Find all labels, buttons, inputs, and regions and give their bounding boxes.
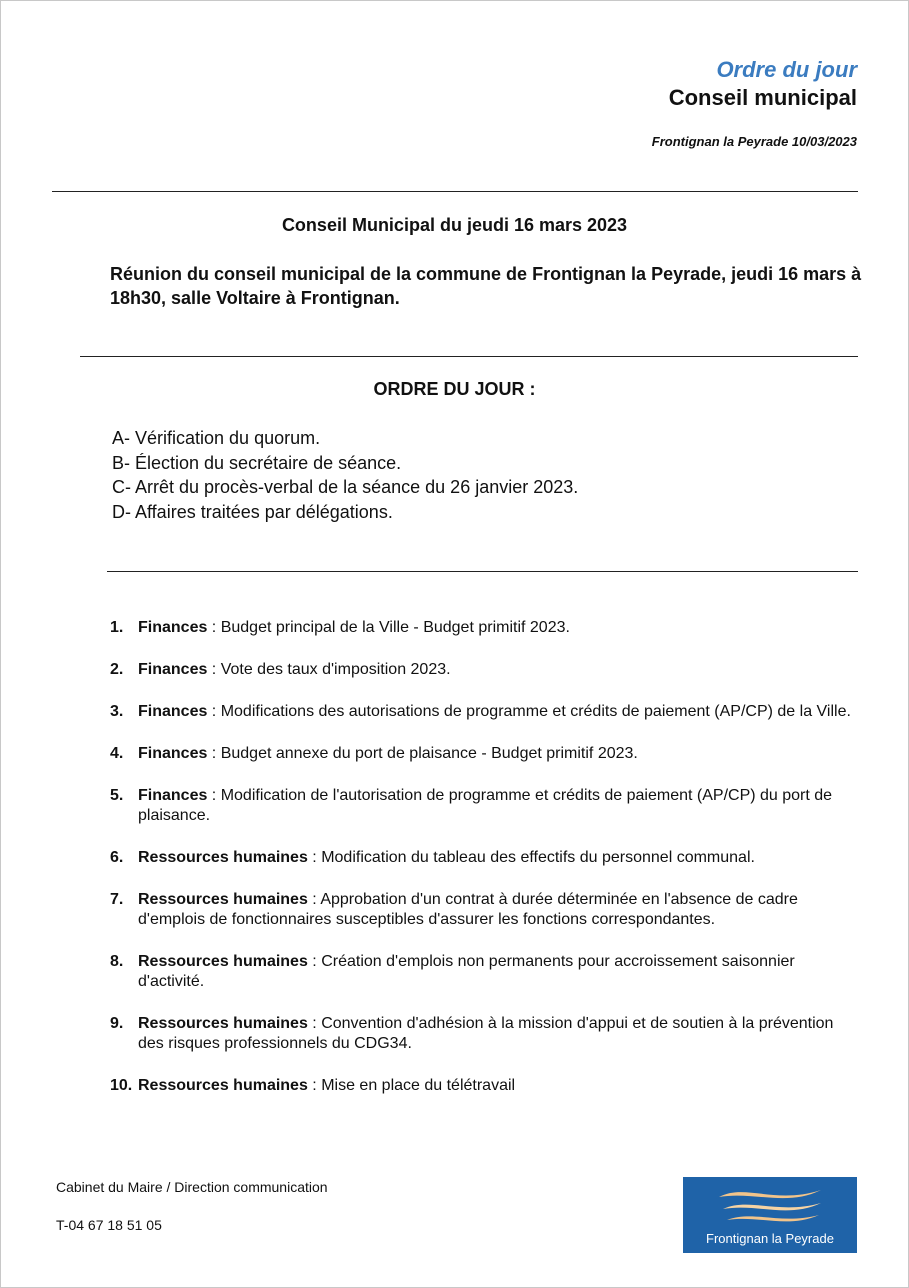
agenda-item [110, 1076, 860, 1096]
item-body [138, 952, 860, 992]
agenda-item [110, 660, 860, 680]
item-body [138, 848, 860, 868]
item-category: Ressources humaines [138, 1077, 308, 1094]
item-category: Finances [138, 703, 208, 720]
preliminary-item: A- Vérification du quorum. [112, 428, 321, 448]
agenda-item [110, 952, 860, 992]
agenda-item [110, 618, 860, 638]
footer-phone: T-04 67 18 51 05 [56, 1217, 162, 1233]
item-number: 9. [110, 1015, 124, 1032]
item-body [138, 744, 860, 764]
preliminary-item: B- Élection du secrétaire de séance. [112, 452, 402, 473]
item-text: : Modification de l'autorisation de programme et crédits de paiement (AP/CP) du port de plaisance. [138, 787, 833, 824]
item-body [138, 702, 860, 722]
logo-text: Frontignan la Peyrade [706, 1231, 834, 1246]
city-logo [683, 1177, 857, 1253]
item-number: 10. [110, 1077, 133, 1094]
item-category: Finances [138, 787, 208, 804]
item-text: : Création d'emplois non permanents pour accroissement saisonnier d'activité. [138, 953, 795, 990]
meeting-description: Réunion du conseil municipal de la commune de Frontignan la Peyrade, jeudi 16 mars à 18h30, salle Voltaire à Frontignan. [110, 264, 862, 308]
item-text: : Budget principal de la Ville - Budget primitif 2023. [207, 619, 570, 636]
agenda-item [110, 848, 860, 868]
divider [80, 356, 858, 357]
item-body [138, 660, 860, 680]
agenda-heading: ORDRE DU JOUR : [373, 379, 536, 399]
agenda-items-list [110, 618, 860, 1118]
divider [107, 571, 858, 572]
item-number: 8. [110, 953, 124, 970]
item-number: 1. [110, 619, 124, 636]
preliminary-item: C- Arrêt du procès-verbal de la séance du 26 janvier 2023. [112, 477, 579, 497]
header-subtitle: Ordre du jour [716, 57, 857, 82]
meeting-title: Conseil Municipal du jeudi 16 mars 2023 [281, 215, 628, 235]
agenda-item [110, 890, 860, 930]
agenda-item [110, 744, 860, 764]
item-body [138, 1014, 860, 1054]
preliminary-item: D- Affaires traitées par délégations. [112, 501, 393, 522]
item-number: 4. [110, 745, 124, 762]
agenda-item [110, 786, 860, 826]
waves-logo-icon [717, 1185, 823, 1225]
item-category: Ressources humaines [138, 953, 308, 970]
item-text: : Vote des taux d'imposition 2023. [207, 661, 451, 678]
footer-office: Cabinet du Maire / Direction communication [56, 1179, 328, 1195]
item-text: : Budget annexe du port de plaisance - Budget primitif 2023. [207, 745, 638, 762]
divider [52, 191, 858, 192]
item-text: : Convention d'adhésion à la mission d'appui et de soutien à la prévention des risques professionnels du CDG34. [138, 1015, 834, 1052]
agenda-item [110, 702, 860, 722]
item-text: : Modification du tableau des effectifs du personnel communal. [307, 849, 755, 866]
preliminary-list [112, 426, 578, 524]
item-number: 7. [110, 891, 124, 908]
item-text: : Mise en place du télétravail [307, 1077, 516, 1094]
item-number: 2. [110, 661, 124, 678]
item-text: : Modifications des autorisations de programme et crédits de paiement (AP/CP) de la Ville. [207, 703, 851, 720]
item-number: 6. [110, 849, 124, 866]
document-header [669, 56, 857, 112]
item-number: 3. [110, 703, 124, 720]
item-body [138, 890, 860, 930]
header-date-line: Frontignan la Peyrade 10/03/2023 [651, 134, 857, 149]
item-category: Ressources humaines [138, 849, 308, 866]
item-body [138, 1076, 860, 1096]
item-category: Finances [138, 661, 208, 678]
item-category: Ressources humaines [138, 1015, 308, 1032]
item-category: Finances [138, 619, 208, 636]
item-category: Ressources humaines [138, 891, 308, 908]
item-body [138, 786, 860, 826]
item-text: : Approbation d'un contrat à durée déterminée en l'absence de cadre d'emplois de fonctionnaires susceptibles d'assurer les fonctions correspondantes. [138, 891, 798, 928]
item-body [138, 618, 860, 638]
agenda-item [110, 1014, 860, 1054]
item-number: 5. [110, 787, 124, 804]
header-title: Conseil municipal [668, 85, 857, 110]
item-category: Finances [138, 745, 208, 762]
